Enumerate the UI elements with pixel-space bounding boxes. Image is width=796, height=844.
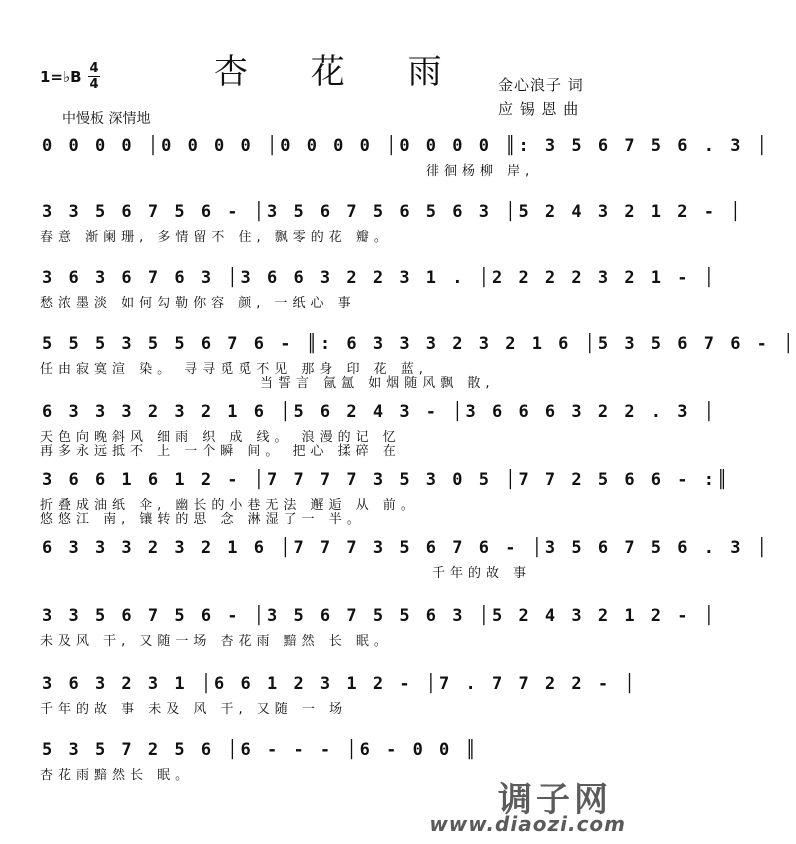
lyricist-credit: 金心浪子 词 <box>498 76 584 94</box>
lyric-row: 杏花雨黯然长 眠。 <box>40 768 194 783</box>
lyric-row: 任由寂寞渲 染。 寻寻觅觅不见 那身 印 花 蓝, <box>40 362 428 377</box>
lyric-row: 徘徊杨柳 岸, <box>426 164 535 179</box>
notation-row: 6 3 3 3 2 3 2 1 6 │5 6 2 4 3 - │3 6 6 6 3 2 2 . 3 │ <box>42 402 717 422</box>
tempo-marking: 中慢板 深情地 <box>62 111 151 127</box>
notation-row: 0 0 0 0 │0 0 0 0 │0 0 0 0 │0 0 0 0 ║: 3 5 6 7 5 6 . 3 │ <box>42 136 770 156</box>
score-line <box>38 606 717 650</box>
lyric-row-second-verse: 再多永远抵不 上 一个瞬 间。 把心 揉碎 在 <box>40 444 401 459</box>
notation-row: 3 3 5 6 7 5 6 - │3 5 6 7 5 6 5 6 3 │5 2 4 3 2 1 2 - │ <box>42 202 744 222</box>
score-line <box>38 136 770 180</box>
score-line <box>38 538 770 582</box>
score-line <box>38 268 717 312</box>
lyric-row: 千年的故 事 <box>432 566 532 581</box>
notation-row: 6 3 3 3 2 3 2 1 6 │7 7 7 3 5 6 7 6 - │3 5 6 7 5 6 . 3 │ <box>42 538 770 558</box>
score-line <box>38 470 731 527</box>
lyric-row-second-verse: 当誓言 氤氲 如烟随风飘 散, <box>260 376 495 391</box>
lyric-row: 春意 渐阑珊, 多情留不 住, 飘零的花 瓣。 <box>40 230 392 245</box>
notation-row: 5 5 5 3 5 5 6 7 6 - ║: 6 3 3 3 2 3 2 1 6 │5 3 5 6 7 6 - │ <box>42 334 796 354</box>
notation-row: 3 6 3 2 3 1 │6 6 1 2 3 1 2 - │7 . 7 7 2 2 - │ <box>42 674 638 694</box>
lyric-row: 愁浓墨淡 如何勾勒你容 颜, 一纸心 事 <box>40 296 356 311</box>
lyric-row-second-verse: 悠悠江 南, 镶转的思 念 淋湿了一 半。 <box>40 512 365 527</box>
lyric-row: 未及风 干, 又随一场 杏花雨 黯然 长 眠。 <box>40 634 392 649</box>
lyric-row: 天色向晚斜风 细雨 织 成 线。 浪漫的记 忆 <box>40 430 401 445</box>
score-line <box>38 674 638 718</box>
notation-row: 3 3 5 6 7 5 6 - │3 5 6 7 5 5 6 3 │5 2 4 3 2 1 2 - │ <box>42 606 717 626</box>
notation-row: 3 6 3 6 7 6 3 │3 6 6 3 2 2 3 1 . │2 2 2 2 3 2 1 - │ <box>42 268 717 288</box>
notation-row: 3 6 6 1 6 1 2 - │7 7 7 7 3 5 3 0 5 │7 7 2 5 6 6 - :║ <box>42 470 731 490</box>
score-line <box>38 334 796 391</box>
time-signature <box>88 62 100 91</box>
watermark-url: www.diaozi.com <box>429 812 626 836</box>
score-line <box>38 202 744 246</box>
song-title: 杏 花 雨 <box>214 52 468 92</box>
meter-top: 4 <box>89 61 99 76</box>
lyric-row: 折叠成油纸 伞, 幽长的小巷无法 邂逅 从 前。 <box>40 498 419 513</box>
score-line <box>38 402 717 459</box>
composer-credit: 应 锡 恩 曲 <box>498 100 580 118</box>
key-signature: 1=♭B <box>40 68 82 86</box>
notation-row: 5 3 5 7 2 5 6 │6 - - - │6 - 0 0 ║ <box>42 740 479 760</box>
watermark-logo: 调子网 <box>498 780 612 820</box>
meter-bottom: 4 <box>89 77 99 92</box>
lyric-row: 千年的故 事 未及 风 干, 又随 一 场 <box>40 702 348 717</box>
